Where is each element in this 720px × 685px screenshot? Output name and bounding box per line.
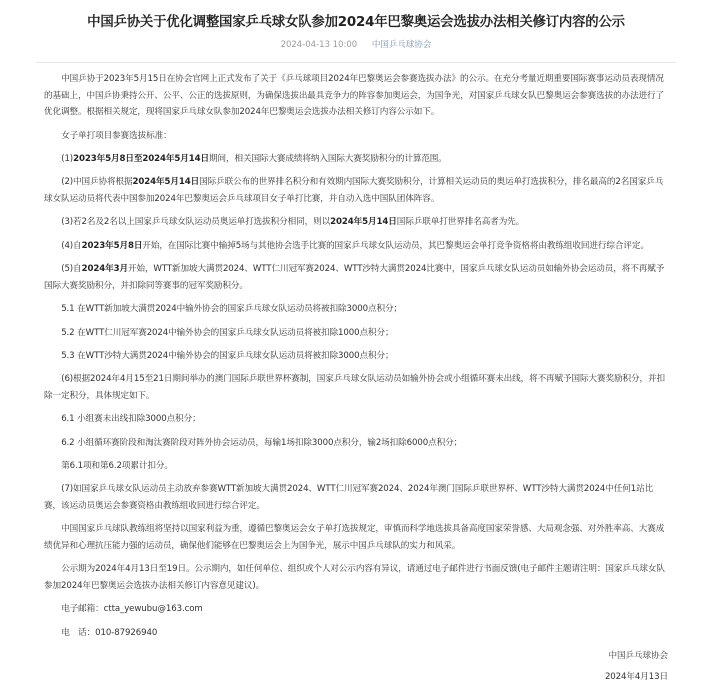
rule-5-2: 5.2 在WTT仁川冠军赛2024中输外协会的国家乒乓球女队运动员将被扣除1000点积分； xyxy=(61,327,394,338)
rule-item-6: (6)根据2024年4月15至21日期间举办的澳门国际乒联世界杯赛制，国家乒乓球女队运动员如输外协会或小组循环赛未出线，将不再赋予国际大赛奖励积分，并扣除一定积分，具体规定如下。 xyxy=(44,374,665,401)
rule-1-prefix: (1) xyxy=(61,153,74,164)
signature-organization: 中国乒乓球协会 xyxy=(608,651,668,662)
women-singles-heading: 女子单打项目参赛选拔标准： xyxy=(61,130,172,141)
email-address: ctta_yewubu@163.com xyxy=(103,604,203,615)
rule-item-2 xyxy=(44,174,668,207)
rule-2-text: 国际乒联公布的世界排名积分和有效期内国际大赛奖励积分，计算相关运动员的奥运单打选拔积分，排名最高的2名国家乒乓球女队运动员将代表中国参加2024年巴黎奥运会乒乓球项目女子单打比赛，并自动入选中国队团体阵容。 xyxy=(44,177,664,204)
title-divider xyxy=(36,62,676,63)
phone-number: 010-87926940 xyxy=(95,627,158,638)
rule-4-date: 2023年5月8日 xyxy=(81,240,143,251)
rule-3-text: 国际乒联单打世界排名高者为先。 xyxy=(396,217,525,228)
rule-5-3: 5.3 在WTT沙特大满贯2024中输外协会的国家乒乓球女队运动员将被扣除3000点积分； xyxy=(61,350,394,361)
team-paragraph: 中国国家乒乓球队教练组将坚持以国家利益为重，遵循巴黎奥运会女子单打选拔规定，审慎而科学地选拔具备高度国家荣誉感、大局观念强、对外胜率高、大赛成绩优异和心理抗压能力强的运动员，确保他们能够在巴黎奥运会上为国争光，展示中国乒乓球队的实力和风采。 xyxy=(44,524,665,552)
rule-item-1 xyxy=(44,151,668,168)
rule-1-date: 2023年5月8日至2024年5月14日 xyxy=(73,153,209,164)
rule-5-prefix: (5)自 xyxy=(61,264,82,275)
rule-4-prefix: (4)自 xyxy=(61,240,82,251)
email-line xyxy=(44,601,668,618)
rule-3-prefix: (3)若2名及2名以上国家乒乓球女队运动员奥运单打选拔积分相同，则以 xyxy=(61,217,331,228)
rule-2-prefix: (2)中国乒协将根据 xyxy=(61,177,133,188)
rule-5-date: 2024年3月 xyxy=(81,264,128,275)
rule-item-7: (7)如国家乒乓球女队运动员主动放弃参赛WTT新加坡大满贯2024、WTT仁川冠军赛2024、2024年澳门国际乒联世界杯、WTT沙特大满贯2024中任何1站比赛，该运动员奥运会参赛资格由教练组收回进行综合评定。 xyxy=(44,484,654,512)
rule-item-3 xyxy=(44,214,668,231)
article-title: 中国乒协关于优化调整国家乒乓球女队参加2024年巴黎奥运会选拔办法相关修订内容的公示 xyxy=(87,15,625,30)
notice-paragraph: 公示期为2024年4月13日至19日。公示期内，如任何单位、组织或个人对公示内容有异议，请通过电子邮件进行书面反馈(电子邮件主题请注明：国家乒乓球女队参加2024年巴黎奥运会选拔办法相关修订内容意见建议)。 xyxy=(44,564,665,591)
article-source: 中国乒乓球协会 xyxy=(371,40,432,50)
rule-5-text: 开始，WTT新加坡大满贯2024、WTT仁川冠军赛2024、WTT沙特大满贯2024比赛中，国家乒乓球女队运动员如输外协会运动员，将不再赋予国际大赛奖励积分，并扣除同等赛事的冠军奖励积分。 xyxy=(44,264,665,291)
rule-6-1: 6.1 小组赛未出线扣除3000点积分； xyxy=(61,414,201,425)
rule-1-text: 期间，相关国际大赛成绩将纳入国际大赛奖励积分的计算范围。 xyxy=(208,153,447,164)
rule-5-1: 5.1 在WTT新加坡大满贯2024中输外协会的国家乒乓球女队运动员将被扣除3000点积分； xyxy=(61,304,402,315)
rule-6-2: 6.2 小组循环赛阶段和淘汰赛阶段对阵外协会运动员，每输1场扣除3000点积分，输2场扣除6000点积分； xyxy=(61,437,463,448)
phone-label: 电 话： xyxy=(61,627,96,638)
intro-paragraph: 中国乒协于2023年5月15日在协会官网上正式发布了关于《乒乓球项目2024年巴黎奥运会参赛选拔办法》的公示。在充分考量近期重要国际赛事运动员表现情况的基础上，中国乒协秉持公开、公平、公正的选拔原则，为确保选拔出最具竞争力的阵容参加奥运会，为国争光，对国家乒乓球女队巴黎奥运会参赛选拔的办法进行了优化调整。根据相关规定，现将国家乒乓球女队参加2024年巴黎奥运会选拔办法相关修订内容公示如下。 xyxy=(44,74,665,118)
rule-3-date: 2024年5月14日 xyxy=(330,217,397,228)
rule-item-5 xyxy=(44,261,668,294)
publish-date: 2024-04-13 10:00 xyxy=(280,40,358,50)
signature-date: 2024年4月13日 xyxy=(604,671,668,682)
rule-2-date: 2024年5月14日 xyxy=(132,177,200,188)
article-body xyxy=(44,71,668,685)
article-meta xyxy=(44,38,668,52)
email-label: 电子邮箱： xyxy=(61,604,104,615)
phone-line xyxy=(44,625,668,642)
rule-item-4 xyxy=(44,238,668,255)
rule-6-note: 第6.1项和第6.2项累计扣分。 xyxy=(61,461,173,472)
rule-4-text: 开始，在国际比赛中输掉5场与其他协会选手比赛的国家乒乓球女队运动员，其巴黎奥运会单打竞争资格将由教练组收回进行综合评定。 xyxy=(142,240,649,251)
